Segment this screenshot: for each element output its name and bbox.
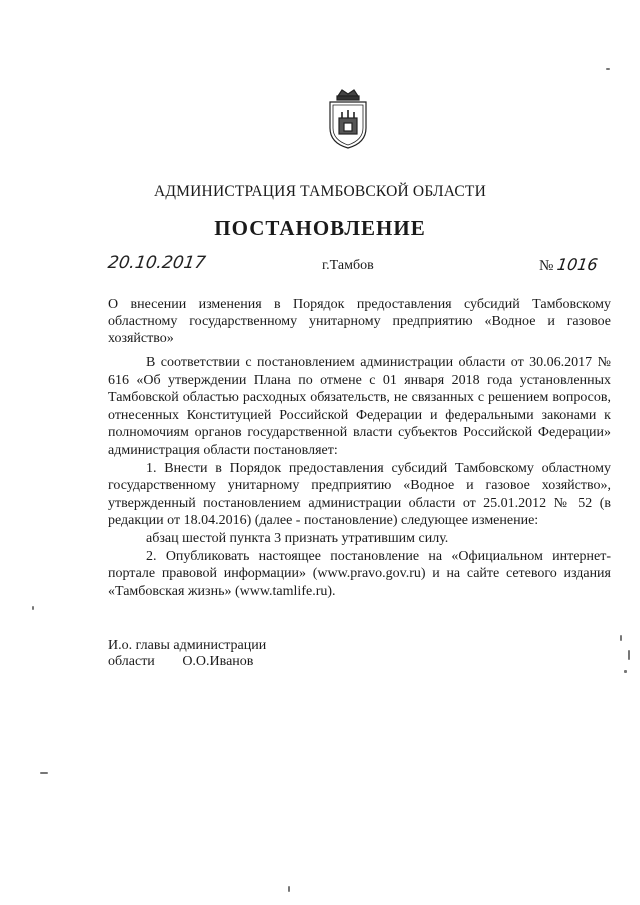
item-1-detail-paragraph: абзац шестой пункта 3 признать утратившим силу.	[146, 530, 449, 546]
document-number	[539, 255, 598, 275]
handwritten-date: 20.10.2017	[106, 253, 207, 273]
signatory-name: О.О.Иванов	[182, 654, 254, 669]
scan-speck	[32, 606, 34, 610]
document-subject: О внесении изменения в Порядок предоставления субсидий Тамбовскому областному государственному унитарному предприятию «Водное и газовое хозяйство»	[108, 297, 611, 346]
scan-speck	[40, 772, 48, 774]
handwritten-number: 1016	[555, 255, 600, 274]
document-body	[108, 354, 611, 600]
signatory-title-line1: И.о. главы администрации	[108, 638, 267, 653]
signatory-title-line2-wrap	[108, 654, 266, 670]
number-prefix: №	[539, 258, 554, 274]
coat-of-arms-emblem	[326, 88, 370, 150]
signatory-title-line2: области	[108, 654, 155, 669]
scan-speck	[288, 886, 290, 892]
scan-speck	[606, 68, 610, 70]
signature-block	[108, 638, 266, 670]
item-2-paragraph: 2. Опубликовать настоящее постановление на «Официальном интернет-портале правовой информации» (www.pravo.gov.ru) и на сайте сетевого издания «Тамбовская жизнь» (www.tamlife.ru).	[108, 548, 611, 599]
scan-speck	[620, 635, 622, 641]
organization-name: АДМИНИСТРАЦИЯ ТАМБОВСКОЙ ОБЛАСТИ	[154, 183, 486, 200]
item-1-paragraph: 1. Внести в Порядок предоставления субсидий Тамбовскому областному государственному унитарному предприятию «Водное и газовое хозяйство», утвержденный постановлением администрации области от 25.01.2012 № 52 (в редакции от 18.04.2016) (далее - постановление) следующее изменение:	[108, 460, 611, 529]
city-name: г.Тамбов	[322, 258, 374, 273]
scan-speck	[624, 670, 627, 673]
preamble-paragraph: В соответствии с постановлением администрации области от 30.06.2017 № 616 «Об утверждении Плана по отмене с 01 января 2018 года установленных Тамбовской областью расходных обязательств, не связанных с решением вопросов, отнесенных Конституцией Российской Федерации и федеральными законами к полномочиям органов государственной власти субъектов Российской Федерации» администрация области постановляет:	[108, 355, 611, 458]
scan-speck	[628, 650, 630, 660]
document-type-title: ПОСТАНОВЛЕНИЕ	[214, 216, 426, 240]
